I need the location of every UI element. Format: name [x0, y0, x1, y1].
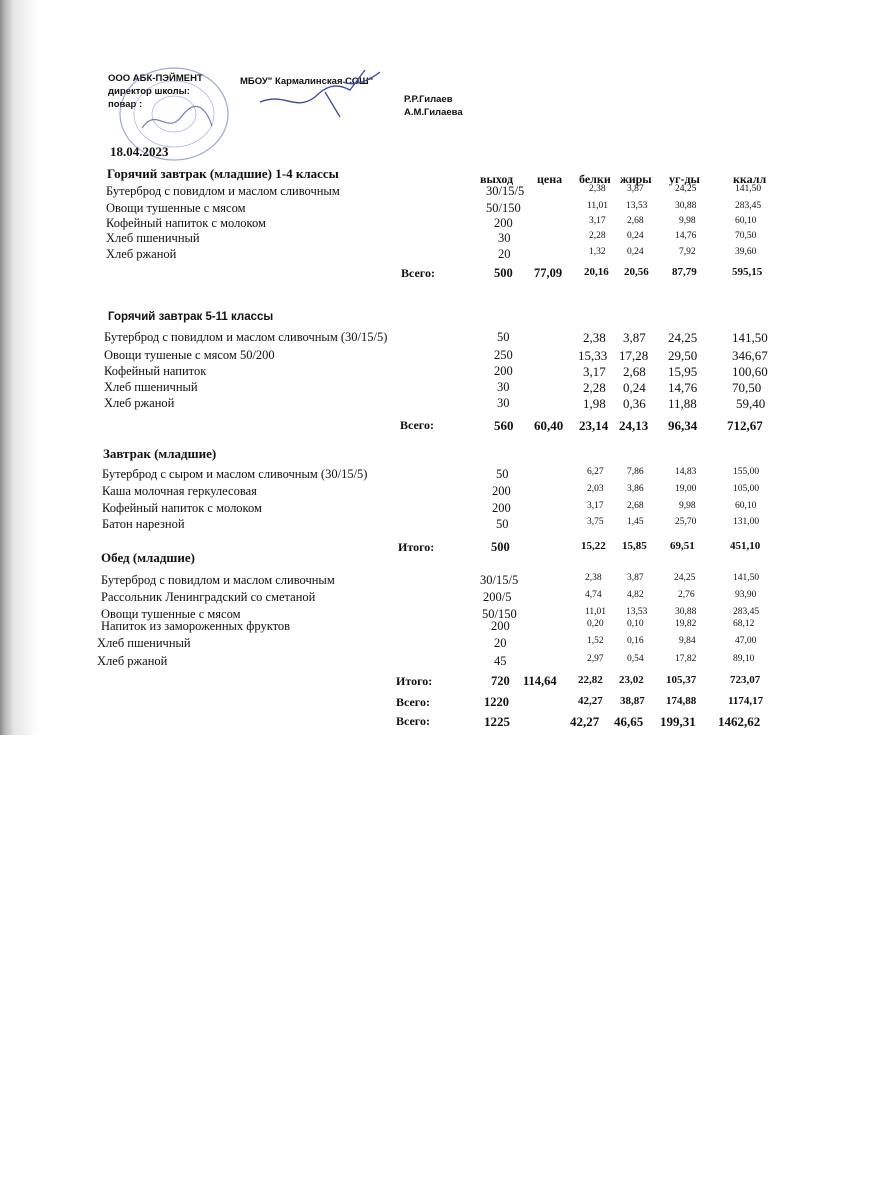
dish-protein: 3,17	[587, 501, 604, 511]
total-label: Всего:	[401, 266, 435, 280]
total-output: 1220	[484, 695, 509, 709]
dish-kcal: 59,40	[736, 396, 766, 411]
table-row	[0, 216, 873, 230]
total-kcal: 1174,17	[728, 695, 764, 707]
col-fat: жиры	[620, 172, 652, 186]
dish-protein: 2,38	[583, 330, 606, 345]
dish-carbs: 17,82	[675, 654, 697, 664]
school-name: МБОУ" Кармалинская СОШ"	[240, 76, 374, 87]
table-row	[0, 231, 873, 245]
dish-fat: 0,24	[627, 231, 644, 241]
total-carbs: 96,34	[668, 418, 698, 433]
total-label: Итого:	[396, 674, 433, 688]
dish-carbs: 9,98	[679, 216, 696, 226]
dish-name: Хлеб ржаной	[104, 396, 175, 410]
total-label: Всего:	[396, 714, 430, 728]
dish-fat: 2,68	[627, 501, 644, 511]
total-kcal: 712,67	[727, 418, 763, 433]
cook-label: повар :	[108, 99, 143, 110]
total-row	[0, 674, 873, 688]
dish-kcal: 141,50	[735, 184, 762, 194]
dish-fat: 2,68	[623, 364, 646, 379]
dish-output: 50	[497, 330, 510, 344]
total-output: 500	[494, 266, 513, 280]
dish-protein: 1,98	[583, 396, 606, 411]
table-row	[0, 636, 873, 650]
dish-name: Кофейный напиток с молоком	[106, 216, 266, 230]
dish-fat: 7,86	[627, 467, 644, 477]
dish-output: 200	[494, 216, 513, 230]
dish-fat: 3,86	[627, 484, 644, 494]
dish-kcal: 60,10	[735, 216, 757, 226]
dish-kcal: 39,60	[735, 247, 757, 257]
total-kcal: 1462,62	[718, 714, 761, 729]
dish-carbs: 30,88	[675, 607, 697, 617]
grand-total-row	[0, 714, 873, 728]
dish-carbs: 25,70	[675, 517, 697, 527]
dish-protein: 11,01	[587, 201, 609, 211]
total-price: 77,09	[534, 266, 563, 280]
dish-output: 20	[494, 636, 507, 650]
dish-output: 30/15/5	[486, 184, 525, 198]
dish-protein: 11,01	[585, 607, 607, 617]
dish-name: Бутерброд с повидлом и маслом сливочным (30/15/5)	[104, 330, 388, 344]
dish-name: Овощи тушенные с мясом	[106, 201, 246, 215]
total-carbs: 174,88	[666, 695, 697, 707]
dish-name: Кофейный напиток	[104, 364, 207, 378]
total-price: 60,40	[534, 418, 564, 433]
table-row	[0, 348, 873, 362]
col-carbs: уг-ды	[669, 172, 700, 186]
dish-kcal: 141,50	[733, 573, 760, 583]
total-output: 1225	[484, 714, 510, 729]
dish-carbs: 30,88	[675, 201, 697, 211]
total-kcal: 451,10	[730, 540, 761, 552]
table-row	[0, 484, 873, 498]
table-row	[0, 573, 873, 587]
dish-output: 45	[494, 654, 507, 668]
table-row	[0, 517, 873, 531]
table-row	[0, 201, 873, 215]
total-row	[0, 418, 873, 432]
total-protein: 22,82	[578, 674, 603, 686]
total-carbs: 199,31	[660, 714, 696, 729]
dish-output: 200	[494, 364, 513, 378]
dish-carbs: 24,25	[675, 184, 697, 194]
section-title: Горячий завтрак 5-11 классы	[108, 311, 274, 323]
dish-fat: 3,87	[627, 184, 644, 194]
dish-output: 200	[492, 484, 511, 498]
total-kcal: 595,15	[732, 266, 763, 278]
dish-name: Хлеб пшеничный	[97, 636, 191, 650]
cook-name: А.М.Гилаева	[404, 107, 463, 118]
col-protein: белки	[579, 172, 611, 186]
table-row	[0, 184, 873, 198]
dish-fat: 17,28	[619, 348, 649, 363]
table-row	[0, 654, 873, 668]
dish-output: 200	[491, 619, 510, 633]
dish-protein: 1,52	[587, 636, 604, 646]
dish-protein: 3,75	[587, 517, 604, 527]
dish-name: Овощи тушеные с мясом 50/200	[104, 348, 275, 362]
total-price: 114,64	[523, 674, 557, 688]
dish-kcal: 346,67	[732, 348, 768, 363]
dish-kcal: 68,12	[733, 619, 755, 629]
dish-kcal: 60,10	[735, 501, 757, 511]
dish-carbs: 19,82	[675, 619, 697, 629]
dish-fat: 0,54	[627, 654, 644, 664]
total-fat: 24,13	[619, 418, 649, 433]
dish-carbs: 14,76	[675, 231, 697, 241]
dish-name: Хлеб пшеничный	[106, 231, 200, 245]
total-fat: 38,87	[620, 695, 645, 707]
dish-output: 30	[497, 396, 510, 410]
dish-output: 30	[497, 380, 510, 394]
total-fat: 46,65	[614, 714, 644, 729]
dish-carbs: 15,95	[668, 364, 698, 379]
section-title: Завтрак (младшие)	[103, 446, 217, 461]
dish-name: Бутерброд с повидлом и маслом сливочным	[101, 573, 335, 587]
dish-name: Бутерброд с сыром и маслом сливочным (30/15/5)	[102, 467, 368, 481]
dish-name: Хлеб ржаной	[106, 247, 177, 261]
dish-protein: 2,03	[587, 484, 604, 494]
dish-protein: 2,38	[589, 184, 606, 194]
dish-protein: 3,17	[583, 364, 606, 379]
dish-name: Батон нарезной	[102, 517, 185, 531]
col-output: выход	[480, 172, 514, 186]
table-row	[0, 247, 873, 261]
dish-fat: 0,24	[623, 380, 646, 395]
table-row	[0, 396, 873, 410]
dish-carbs: 9,98	[679, 501, 696, 511]
org-name: ООО АБК-ПЭЙМЕНТ	[108, 73, 203, 84]
dish-carbs: 9,84	[679, 636, 696, 646]
dish-kcal: 141,50	[732, 330, 768, 345]
table-row	[0, 590, 873, 604]
dish-carbs: 29,50	[668, 348, 698, 363]
dish-name: Бутерброд с повидлом и маслом сливочным	[106, 184, 340, 198]
dish-protein: 3,17	[589, 216, 606, 226]
dish-name: Напиток из замороженных фруктов	[101, 619, 291, 633]
total-carbs: 87,79	[672, 266, 697, 278]
dish-fat: 2,68	[627, 216, 644, 226]
total-output: 500	[491, 540, 510, 554]
dish-name: Каша молочная геркулесовая	[102, 484, 257, 498]
table-row	[0, 330, 873, 344]
dish-carbs: 19,00	[675, 484, 697, 494]
dish-fat: 0,36	[623, 396, 646, 411]
total-protein: 20,16	[584, 266, 609, 278]
total-protein: 23,14	[579, 418, 609, 433]
dish-kcal: 105,00	[733, 484, 760, 494]
section-title: Горячий завтрак (младшие) 1-4 классы	[107, 166, 339, 181]
dish-fat: 0,10	[627, 619, 644, 629]
total-row	[0, 266, 873, 280]
director-name: Р.Р.Гилаев	[404, 94, 453, 105]
dish-kcal: 283,45	[735, 201, 762, 211]
table-row	[0, 501, 873, 515]
dish-output: 30	[498, 231, 511, 245]
dish-protein: 1,32	[589, 247, 606, 257]
section-title: Обед (младшие)	[101, 550, 195, 565]
total-fat: 23,02	[619, 674, 644, 686]
col-kcal: ккалл	[733, 172, 767, 186]
dish-name: Рассольник Ленинградский со сметаной	[101, 590, 316, 604]
dish-kcal: 89,10	[733, 654, 755, 664]
dish-output: 50	[496, 467, 509, 481]
dish-kcal: 283,45	[733, 607, 760, 617]
dish-name: Овощи тушенные с мясом	[101, 607, 241, 621]
dish-output: 250	[494, 348, 513, 362]
dish-carbs: 24,25	[674, 573, 696, 583]
dish-carbs: 2,76	[678, 590, 695, 600]
total-label: Итого:	[398, 540, 435, 554]
dish-kcal: 155,00	[733, 467, 760, 477]
dish-fat: 13,53	[626, 607, 648, 617]
dish-output: 200	[492, 501, 511, 515]
total-carbs: 69,51	[670, 540, 695, 552]
total-protein: 42,27	[570, 714, 600, 729]
dish-carbs: 14,83	[675, 467, 697, 477]
dish-protein: 2,28	[583, 380, 606, 395]
grand-total-row	[0, 695, 873, 709]
dish-output: 200/5	[483, 590, 512, 604]
dish-name: Хлеб ржаной	[97, 654, 168, 668]
dish-kcal: 70,50	[735, 231, 757, 241]
dish-carbs: 24,25	[668, 330, 698, 345]
dish-fat: 0,24	[627, 247, 644, 257]
dish-protein: 2,38	[585, 573, 602, 583]
dish-name: Хлеб пшеничный	[104, 380, 198, 394]
total-output: 720	[491, 674, 510, 688]
total-label: Всего:	[400, 418, 434, 432]
dish-kcal: 131,00	[733, 517, 760, 527]
dish-output: 50/150	[486, 201, 521, 215]
dish-kcal: 47,00	[735, 636, 757, 646]
dish-protein: 2,28	[589, 231, 606, 241]
total-output: 560	[494, 418, 514, 433]
dish-kcal: 70,50	[732, 380, 762, 395]
dish-carbs: 11,88	[668, 396, 697, 411]
dish-output: 50/150	[482, 607, 517, 621]
dish-name: Кофейный напиток с молоком	[102, 501, 262, 515]
dish-protein: 6,27	[587, 467, 604, 477]
dish-carbs: 14,76	[668, 380, 698, 395]
total-protein: 42,27	[578, 695, 603, 707]
dish-fat: 13,53	[626, 201, 648, 211]
dish-protein: 4,74	[585, 590, 602, 600]
total-carbs: 105,37	[666, 674, 697, 686]
menu-date: 18.04.2023	[110, 144, 169, 159]
dish-fat: 4,82	[627, 590, 644, 600]
dish-kcal: 93,90	[735, 590, 757, 600]
total-fat: 20,56	[624, 266, 649, 278]
total-protein: 15,22	[581, 540, 606, 552]
col-price: цена	[537, 172, 563, 186]
director-signature	[255, 62, 385, 122]
dish-fat: 3,87	[627, 573, 644, 583]
dish-output: 30/15/5	[480, 573, 519, 587]
table-row	[0, 380, 873, 394]
total-fat: 15,85	[622, 540, 647, 552]
dish-output: 50	[496, 517, 509, 531]
dish-output: 20	[498, 247, 511, 261]
dish-kcal: 100,60	[732, 364, 768, 379]
dish-carbs: 7,92	[679, 247, 696, 257]
dish-protein: 0,20	[587, 619, 604, 629]
dish-protein: 2,97	[587, 654, 604, 664]
total-label: Всего:	[396, 695, 430, 709]
dish-fat: 3,87	[623, 330, 646, 345]
table-row	[0, 364, 873, 378]
total-kcal: 723,07	[730, 674, 761, 686]
dish-protein: 15,33	[578, 348, 608, 363]
director-label: директор школы:	[108, 86, 190, 97]
table-row	[0, 467, 873, 481]
dish-fat: 1,45	[627, 517, 644, 527]
dish-fat: 0,16	[627, 636, 644, 646]
table-row	[0, 619, 873, 633]
